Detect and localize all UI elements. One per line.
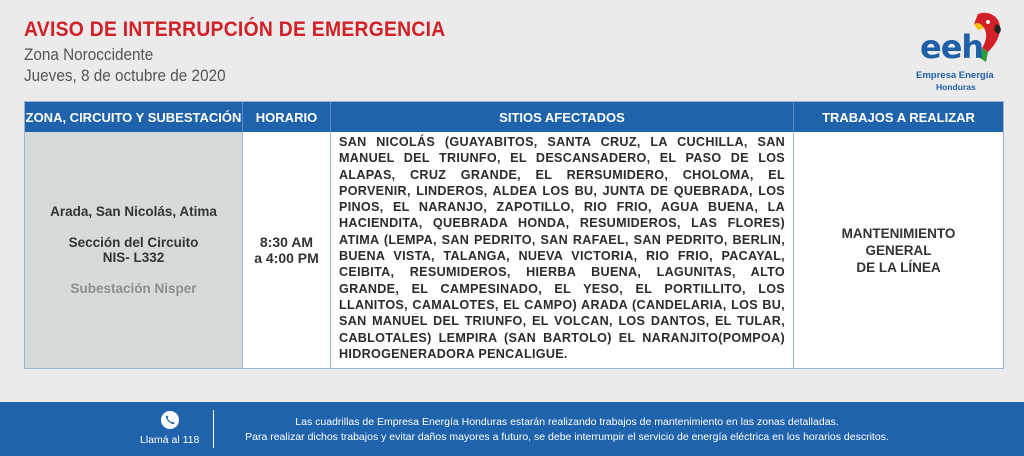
notice-date: Jueves, 8 de octubre de 2020 bbox=[24, 66, 226, 85]
zone-subtitle: Zona Noroccidente bbox=[24, 45, 154, 64]
footer-message bbox=[222, 415, 912, 444]
start-time: 8:30 AM bbox=[259, 234, 314, 250]
footer-line2: Para realizar dichos trabajos y evitar daños mayores a futuro, se debe interrumpir el servicio de energía eléctrica en los horarios descritos. bbox=[245, 430, 889, 443]
end-time: a 4:00 PM bbox=[254, 250, 319, 266]
logo-country: Honduras bbox=[936, 82, 976, 92]
table-header bbox=[25, 102, 1003, 132]
notice-header bbox=[24, 18, 482, 86]
substation-name: Subestación Nisper bbox=[70, 281, 197, 296]
phone-label[interactable]: Llamá al 118 bbox=[140, 434, 200, 446]
footer-divider bbox=[213, 410, 214, 448]
notice-title: AVISO DE INTERRUPCIÓN DE EMERGENCIA bbox=[24, 18, 446, 41]
header-work: TRABAJOS A REALIZAR bbox=[822, 109, 975, 125]
circuit-label: Sección del Circuito bbox=[68, 235, 199, 250]
work-line2: DE LA LÍNEA bbox=[856, 259, 941, 275]
zone-name: Arada, San Nicolás, Atima bbox=[50, 204, 217, 219]
affected-sites: SAN NICOLÁS (GUAYABITOS, SANTA CRUZ, LA CUCHILLA, SAN MANUEL DEL TRIUNFO, EL DESCANSADERO, EL PASO DE LOS ALAPAS, CRUZ GRANDE, EL RERSUMIDERO, CHOLOMA, EL PORVENIR, LINDEROS, ALDEA LOS BU, JUNTA DE QUEBRADA, LOS PINOS, EL NARANJO, ZAPOTILLO, RIO FRIO, AGUA BUENA, LA HACIENDITA, QUEBRADA HONDA, RESUMIDEROS, LAS FLORES) ATIMA (LEMPA, SAN PEDRITO, SAN RAFAEL, SAN PEDRITO, BERLIN, BUENA VISTA, TALANGA, NUEVA VICTORIA, RIO FRIO, PACAYAL, CEIBITA, RESUMIDEROS, HIERBA BUENA, LAGUNITAS, ALTO GRANDE, EL CAMPESINADO, EL YESO, EL PORTILLITO, LOS LLANITOS, CAMALOTES, EL CAMPO) ARADA (CANDELARIA, LOS BU, SAN MANUEL DEL TRIUNFO, EL VOLCAN, LOS DANTOS, EL TULAR, CABLOTALES) LEMPIRA (SAN BARTOLO) EL NARANJITO(POMPOA) HIDROGENERADORA PENCALIGUE. bbox=[331, 132, 794, 368]
circuit-id: NIS- L332 bbox=[102, 250, 165, 265]
outage-table bbox=[24, 101, 1004, 369]
logo-wordmark: eeh bbox=[920, 28, 984, 66]
work-line1: MANTENIMIENTO GENERAL bbox=[841, 225, 956, 258]
header-schedule: HORARIO bbox=[243, 102, 331, 132]
schedule-cell bbox=[243, 132, 331, 368]
work-cell bbox=[794, 132, 1003, 368]
footer-line1: Las cuadrillas de Empresa Energía Honduras estarán realizando trabajos de mantenimiento en las zonas detalladas. bbox=[295, 416, 839, 428]
header-sites: SITIOS AFECTADOS bbox=[331, 102, 794, 132]
table-row bbox=[25, 132, 1003, 368]
eeh-logo bbox=[916, 8, 1006, 96]
footer-bar bbox=[0, 402, 1024, 456]
logo-company: Empresa Energía bbox=[916, 70, 994, 81]
header-zone: ZONA, CIRCUITO Y SUBESTACIÓN bbox=[25, 102, 243, 132]
zone-cell bbox=[25, 132, 243, 368]
phone-icon[interactable] bbox=[161, 411, 179, 429]
